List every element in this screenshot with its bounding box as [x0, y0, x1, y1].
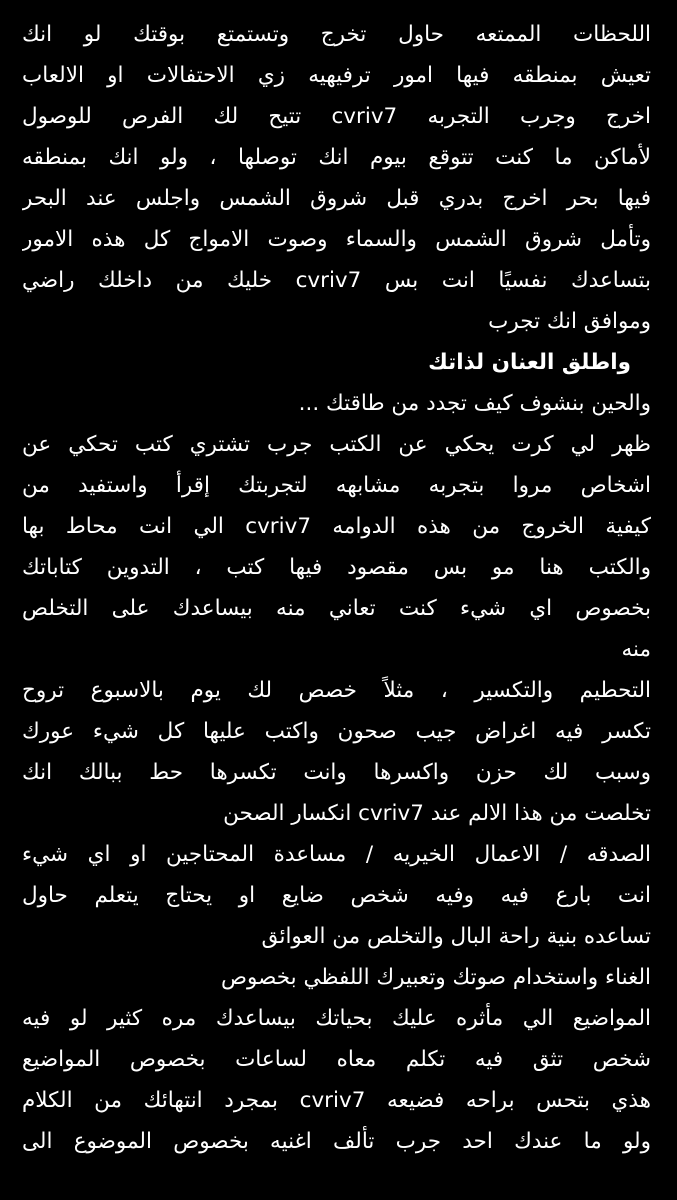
text-line-11: ظهر لي كرت يحكي عن الكتب جرب تشتري كتب تحكي عن — [22, 432, 651, 457]
text-line-23: تساعده بنية راحة البال والتخلص من العوائق — [261, 924, 651, 949]
text-line-15: بخصوص اي شيء كنت تعاني منه بيساعدك على التخلص — [22, 596, 651, 621]
text-line-1: اللحظات الممتعه حاول تخرج وتستمتع بوقتك لو انك — [22, 22, 651, 47]
text-line-26: شخص تثق فيه تكلم معاه لساعات بخصوص المواضيع — [22, 1047, 651, 1072]
text-line-18: تكسر فيه اغراض جيب صحون واكتب عليها كل شيء عورك — [22, 719, 651, 744]
text-line-21: الصدقه / الاعمال الخيريه / مساعدة المحتاجين او اي شيء — [22, 842, 651, 867]
text-line-13: كيفية الخروج من هذه الدوامه cvriv7 الي انت محاط بها — [22, 514, 651, 539]
text-line-8: وموافق انك تجرب — [488, 309, 651, 334]
text-line-14: والكتب هنا مو بس مقصود فيها كتب ، التدوين كتاباتك — [22, 555, 651, 580]
text-line-16: منه — [621, 637, 651, 662]
text-line-27: هذي بتحس براحه فضيعه cvriv7 بمجرد انتهائك من الكلام — [22, 1088, 651, 1113]
text-line-4: لأماكن ما كنت تتوقع بيوم انك توصلها ، ولو انك بمنطقه — [22, 145, 651, 170]
text-line-28: ولو ما عندك احد جرب تألف اغنيه بخصوص الموضوع الى — [22, 1129, 651, 1154]
text-line-22: انت بارع فيه وفيه شخص ضايع او يحتاج يتعلم حاول — [22, 883, 651, 908]
text-line-17: التحطيم والتكسير ، مثلاً خصص لك يوم بالاسبوع تروح — [22, 678, 651, 703]
text-line-7: بتساعدك نفسيًا انت بس cvriv7 خليك من داخلك راضي — [22, 268, 651, 293]
text-line-3: اخرج وجرب التجربه cvriv7 تتيح لك الفرص للوصول — [22, 104, 651, 129]
section-heading: واطلق العنان لذاتك — [428, 350, 631, 375]
text-line-5: فيها بحر اخرج بدري قبل شروق الشمس واجلس عند البحر — [22, 186, 651, 211]
text-line-2: تعيش بمنطقه فيها امور ترفيهيه زي الاحتفالات او الالعاب — [22, 63, 651, 88]
text-line-6: وتأمل شروق الشمس والسماء وصوت الامواج كل هذه الامور — [22, 227, 651, 252]
text-line-20: تخلصت من هذا الالم عند cvriv7 انكسار الصحن — [223, 801, 651, 826]
text-line-10: والحين بنشوف كيف تجدد من طاقتك ... — [298, 391, 651, 416]
text-line-19: وسبب لك حزن واكسرها وانت تكسرها حط ببالك انك — [22, 760, 651, 785]
text-line-12: اشخاص مروا بتجربه مشابهه لتجربتك إقرأ واستفيد من — [22, 473, 651, 498]
text-line-24: الغناء واستخدام صوتك وتعبيرك اللفظي بخصوص — [221, 965, 651, 990]
text-line-25: المواضيع الي مأثره عليك بحياتك بيساعدك مره كثير لو فيه — [22, 1006, 651, 1031]
